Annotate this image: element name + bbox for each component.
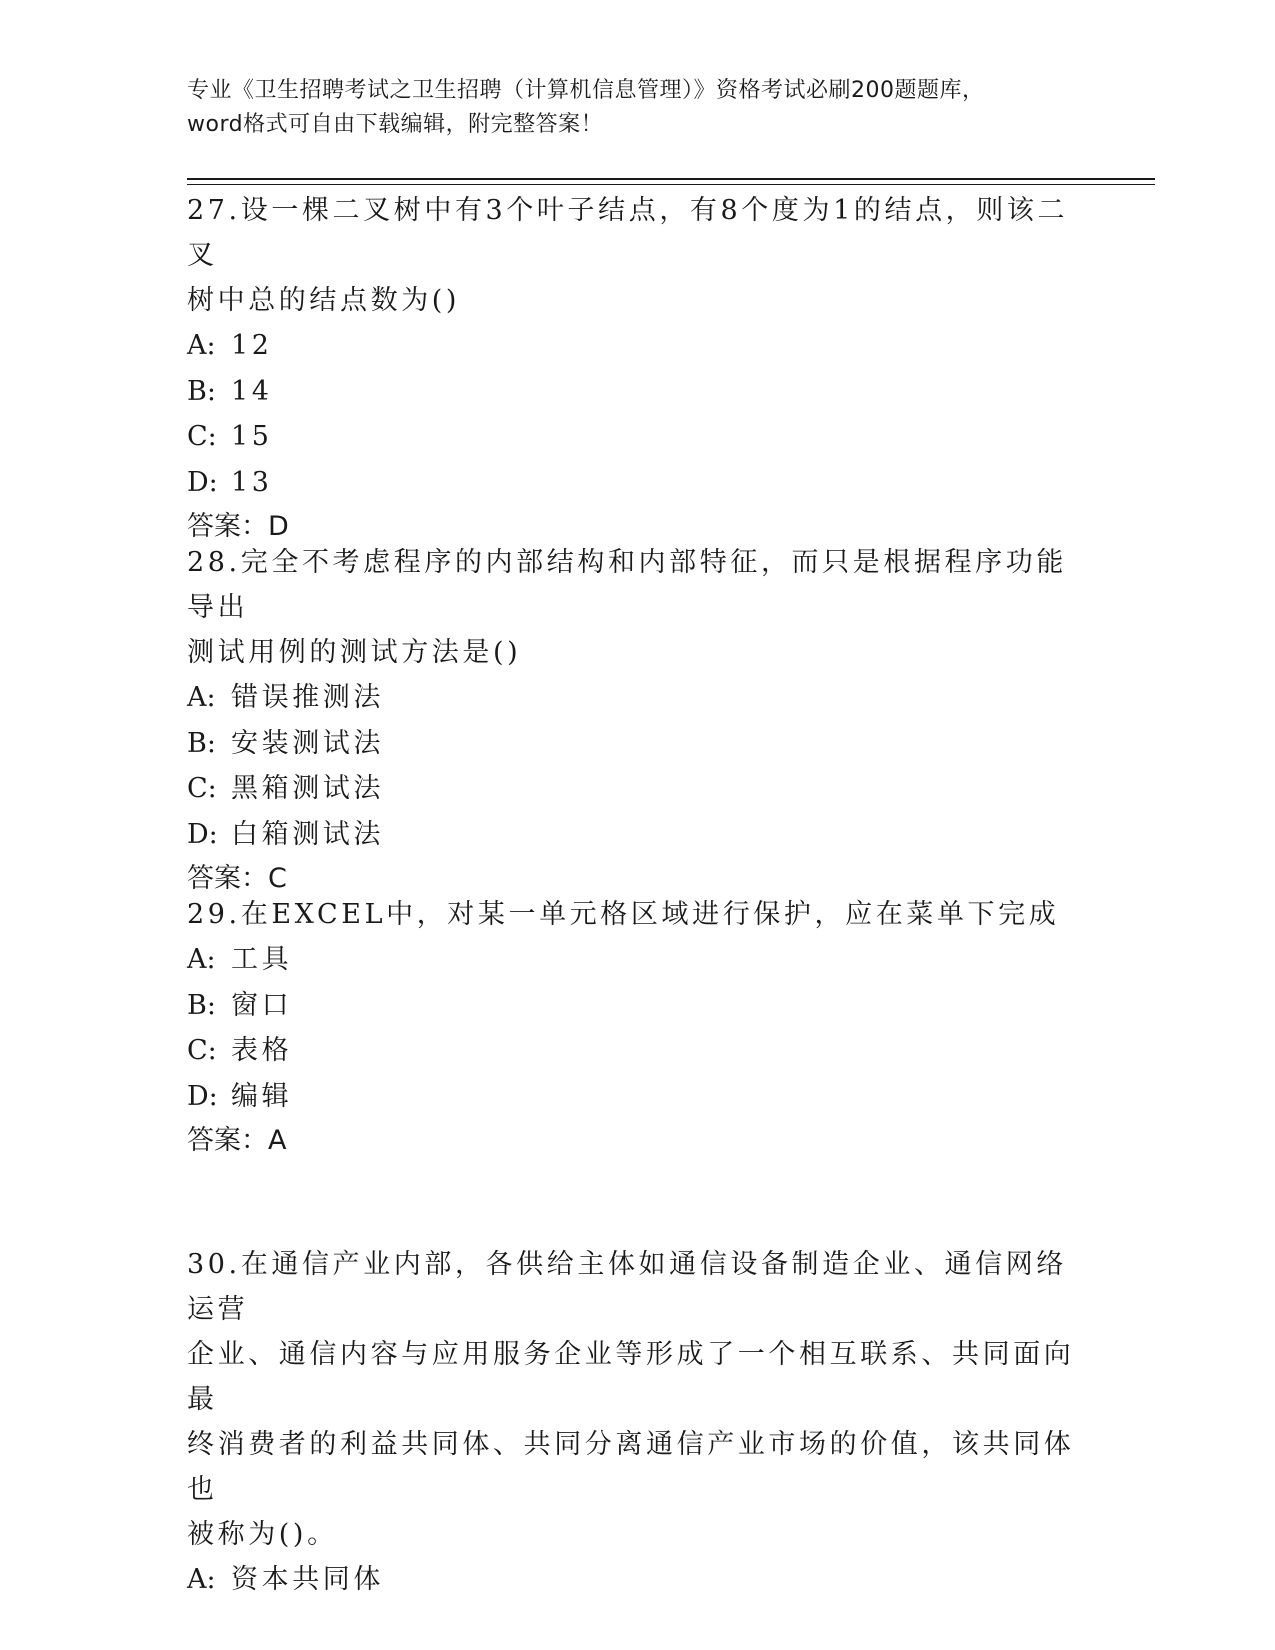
- question-27: [187, 188, 1087, 549]
- option-d: [187, 812, 1087, 858]
- option-c: [187, 1028, 1087, 1074]
- option-key: B:: [187, 989, 216, 1021]
- header-line-1: 专业《卫生招聘考试之卫生招聘（计算机信息管理）》资格考试必刷200题题库，: [187, 78, 985, 103]
- option-key: C:: [187, 421, 217, 452]
- answer-line: 答案：A: [187, 1125, 287, 1156]
- option-text: 13: [231, 466, 273, 498]
- option-b: [187, 721, 1087, 767]
- option-key: A:: [187, 682, 216, 713]
- option-key: A:: [187, 1564, 216, 1595]
- question-stem-line: 29.在EXCEL中，对某一单元格区域进行保护，应在菜单下完成: [187, 899, 1060, 930]
- option-b: [187, 369, 1087, 415]
- header-divider-thick: [187, 178, 1155, 180]
- question-30: [187, 1242, 1087, 1603]
- option-text: 资本共同体: [231, 1564, 384, 1595]
- option-text: 15: [231, 421, 273, 452]
- option-a: [187, 323, 1087, 369]
- option-b: [187, 983, 1087, 1029]
- option-text: 安装测试法: [231, 727, 384, 759]
- option-text: 工具: [231, 944, 293, 975]
- option-key: C:: [187, 1035, 217, 1066]
- option-text: 白箱测试法: [231, 818, 384, 850]
- option-key: A:: [187, 330, 216, 361]
- option-text: 编辑: [231, 1080, 293, 1112]
- option-a: [187, 675, 1087, 721]
- option-key: C:: [187, 773, 217, 804]
- option-d: [187, 460, 1087, 506]
- option-text: 表格: [231, 1035, 293, 1066]
- option-key: B:: [187, 727, 216, 759]
- question-29: [187, 892, 1087, 1163]
- option-c: [187, 414, 1087, 460]
- question-28: [187, 540, 1087, 901]
- option-a: [187, 937, 1087, 983]
- option-text: 14: [231, 375, 273, 407]
- option-key: A:: [187, 944, 216, 975]
- option-key: D:: [187, 818, 218, 850]
- option-key: D:: [187, 466, 218, 498]
- option-text: 黑箱测试法: [231, 773, 384, 804]
- question-stem-line: 30.在通信产业内部，各供给主体如通信设备制造企业、通信网络运营: [187, 1249, 1067, 1325]
- question-stem-line: 终消费者的利益共同体、共同分离通信产业市场的价值，该共同体也: [187, 1429, 1075, 1505]
- option-key: B:: [187, 375, 216, 407]
- option-text: 窗口: [231, 989, 293, 1021]
- header-divider-thin: [187, 184, 1155, 185]
- option-text: 错误推测法: [231, 682, 384, 713]
- question-stem-line: 28.完全不考虑程序的内部结构和内部特征，而只是根据程序功能导出: [187, 547, 1067, 623]
- question-stem-line: 树中总的结点数为(): [187, 285, 461, 316]
- question-stem-line: 测试用例的测试方法是(): [187, 637, 522, 668]
- header-line-2: word格式可自由下载编辑，附完整答案！: [187, 112, 604, 137]
- question-stem-line: 企业、通信内容与应用服务企业等形成了一个相互联系、共同面向最: [187, 1339, 1075, 1415]
- question-stem-line: 被称为()。: [187, 1519, 338, 1550]
- option-key: D:: [187, 1080, 218, 1112]
- option-c: [187, 766, 1087, 812]
- question-stem-line: 27.设一棵二叉树中有3个叶子结点，有8个度为1的结点，则该二叉: [187, 195, 1069, 271]
- answer-line: 答案：D: [187, 511, 289, 542]
- document-header: [187, 74, 1087, 142]
- option-text: 12: [231, 330, 273, 361]
- answer-line: 答案：C: [187, 863, 287, 894]
- option-a: [187, 1557, 1087, 1603]
- option-d: [187, 1074, 1087, 1120]
